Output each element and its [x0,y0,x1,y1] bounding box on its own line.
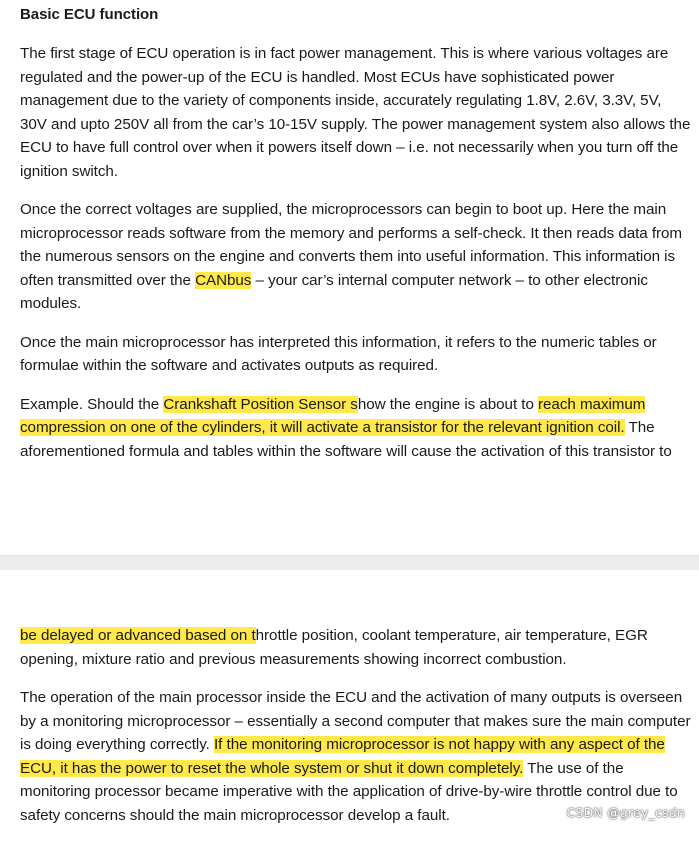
highlight-delayed-advanced: be delayed or advanced based on t [20,627,256,644]
p6-text-after: The use of the monitoring processor became imperative with the application of drive-by-wire throttle control due to safety concerns should the main microprocessor develop a fault. [20,759,678,824]
p6-text-before: The operation of the main processor inside the ECU and the activation of many outputs is overseen by a monitoring microprocessor – essentially a second computer that makes sure the main computer is doing everything correctly. [20,689,691,753]
p2-text-before: Once the correct voltages are supplied, the microprocessors can begin to boot up. Here the main microprocessor reads software from the memory and performs a self-check. It then reads data from the numerous sensors on the engine and converts them into useful information. This information is often transmitted over the [20,201,683,289]
section-title: Basic ECU function [20,6,159,23]
p2-text-after: – your car’s internal computer network – to other electronic modules. [20,271,648,312]
document-page-bottom [0,570,699,830]
page-separator [0,555,699,571]
paragraph-power-management: The first stage of ECU operation is in fact power management. This is where various voltages are regulated and the power-up of the ECU is handled. Most ECUs have sophisticated power management due to the variety of components inside, accurately regulating 1.8V, 2.6V, 3.3V, 5V, 30V and upto 250V all from the car’s 10-15V supply. The power management system also allows the ECU to have full control over when it powers itself down – i.e. not necessarily when you turn off the ignition switch. [20,45,691,180]
p5-text-after: hrottle position, coolant temperature, air temperature, EGR opening, mixture ratio and previous measurements showing incorrect combustion. [20,627,648,668]
highlight-ignition-coil: reach maximum compression on one of the cylinders, it will activate a transistor for the relevant ignition coil. [20,395,646,436]
document-content-top [20,3,692,478]
paragraph-tables-formulae: Once the main microprocessor has interpreted this information, it refers to the numeric tables or formulae within the software and activates outputs as required. [20,333,657,374]
paragraph-boot-up [20,198,692,316]
p4-text-after: The aforementioned formula and tables within the software will cause the activation of this transistor to [20,419,672,460]
p4-text-before: Example. Should the [20,395,164,413]
paragraph-timing-factors [20,624,692,671]
highlight-crankshaft-sensor: Crankshaft Position Sensor s [163,395,358,413]
p4-text-middle: how the engine is about to [357,395,539,413]
highlight-monitoring-reset: If the monitoring microprocessor is not happy with any aspect of the ECU, it has the power to reset the whole system or shut it down completely. [20,736,665,777]
highlight-canbus: CANbus [195,271,252,289]
paragraph-example [20,393,692,464]
watermark-label: CSDN @grey_csdn [566,805,685,820]
